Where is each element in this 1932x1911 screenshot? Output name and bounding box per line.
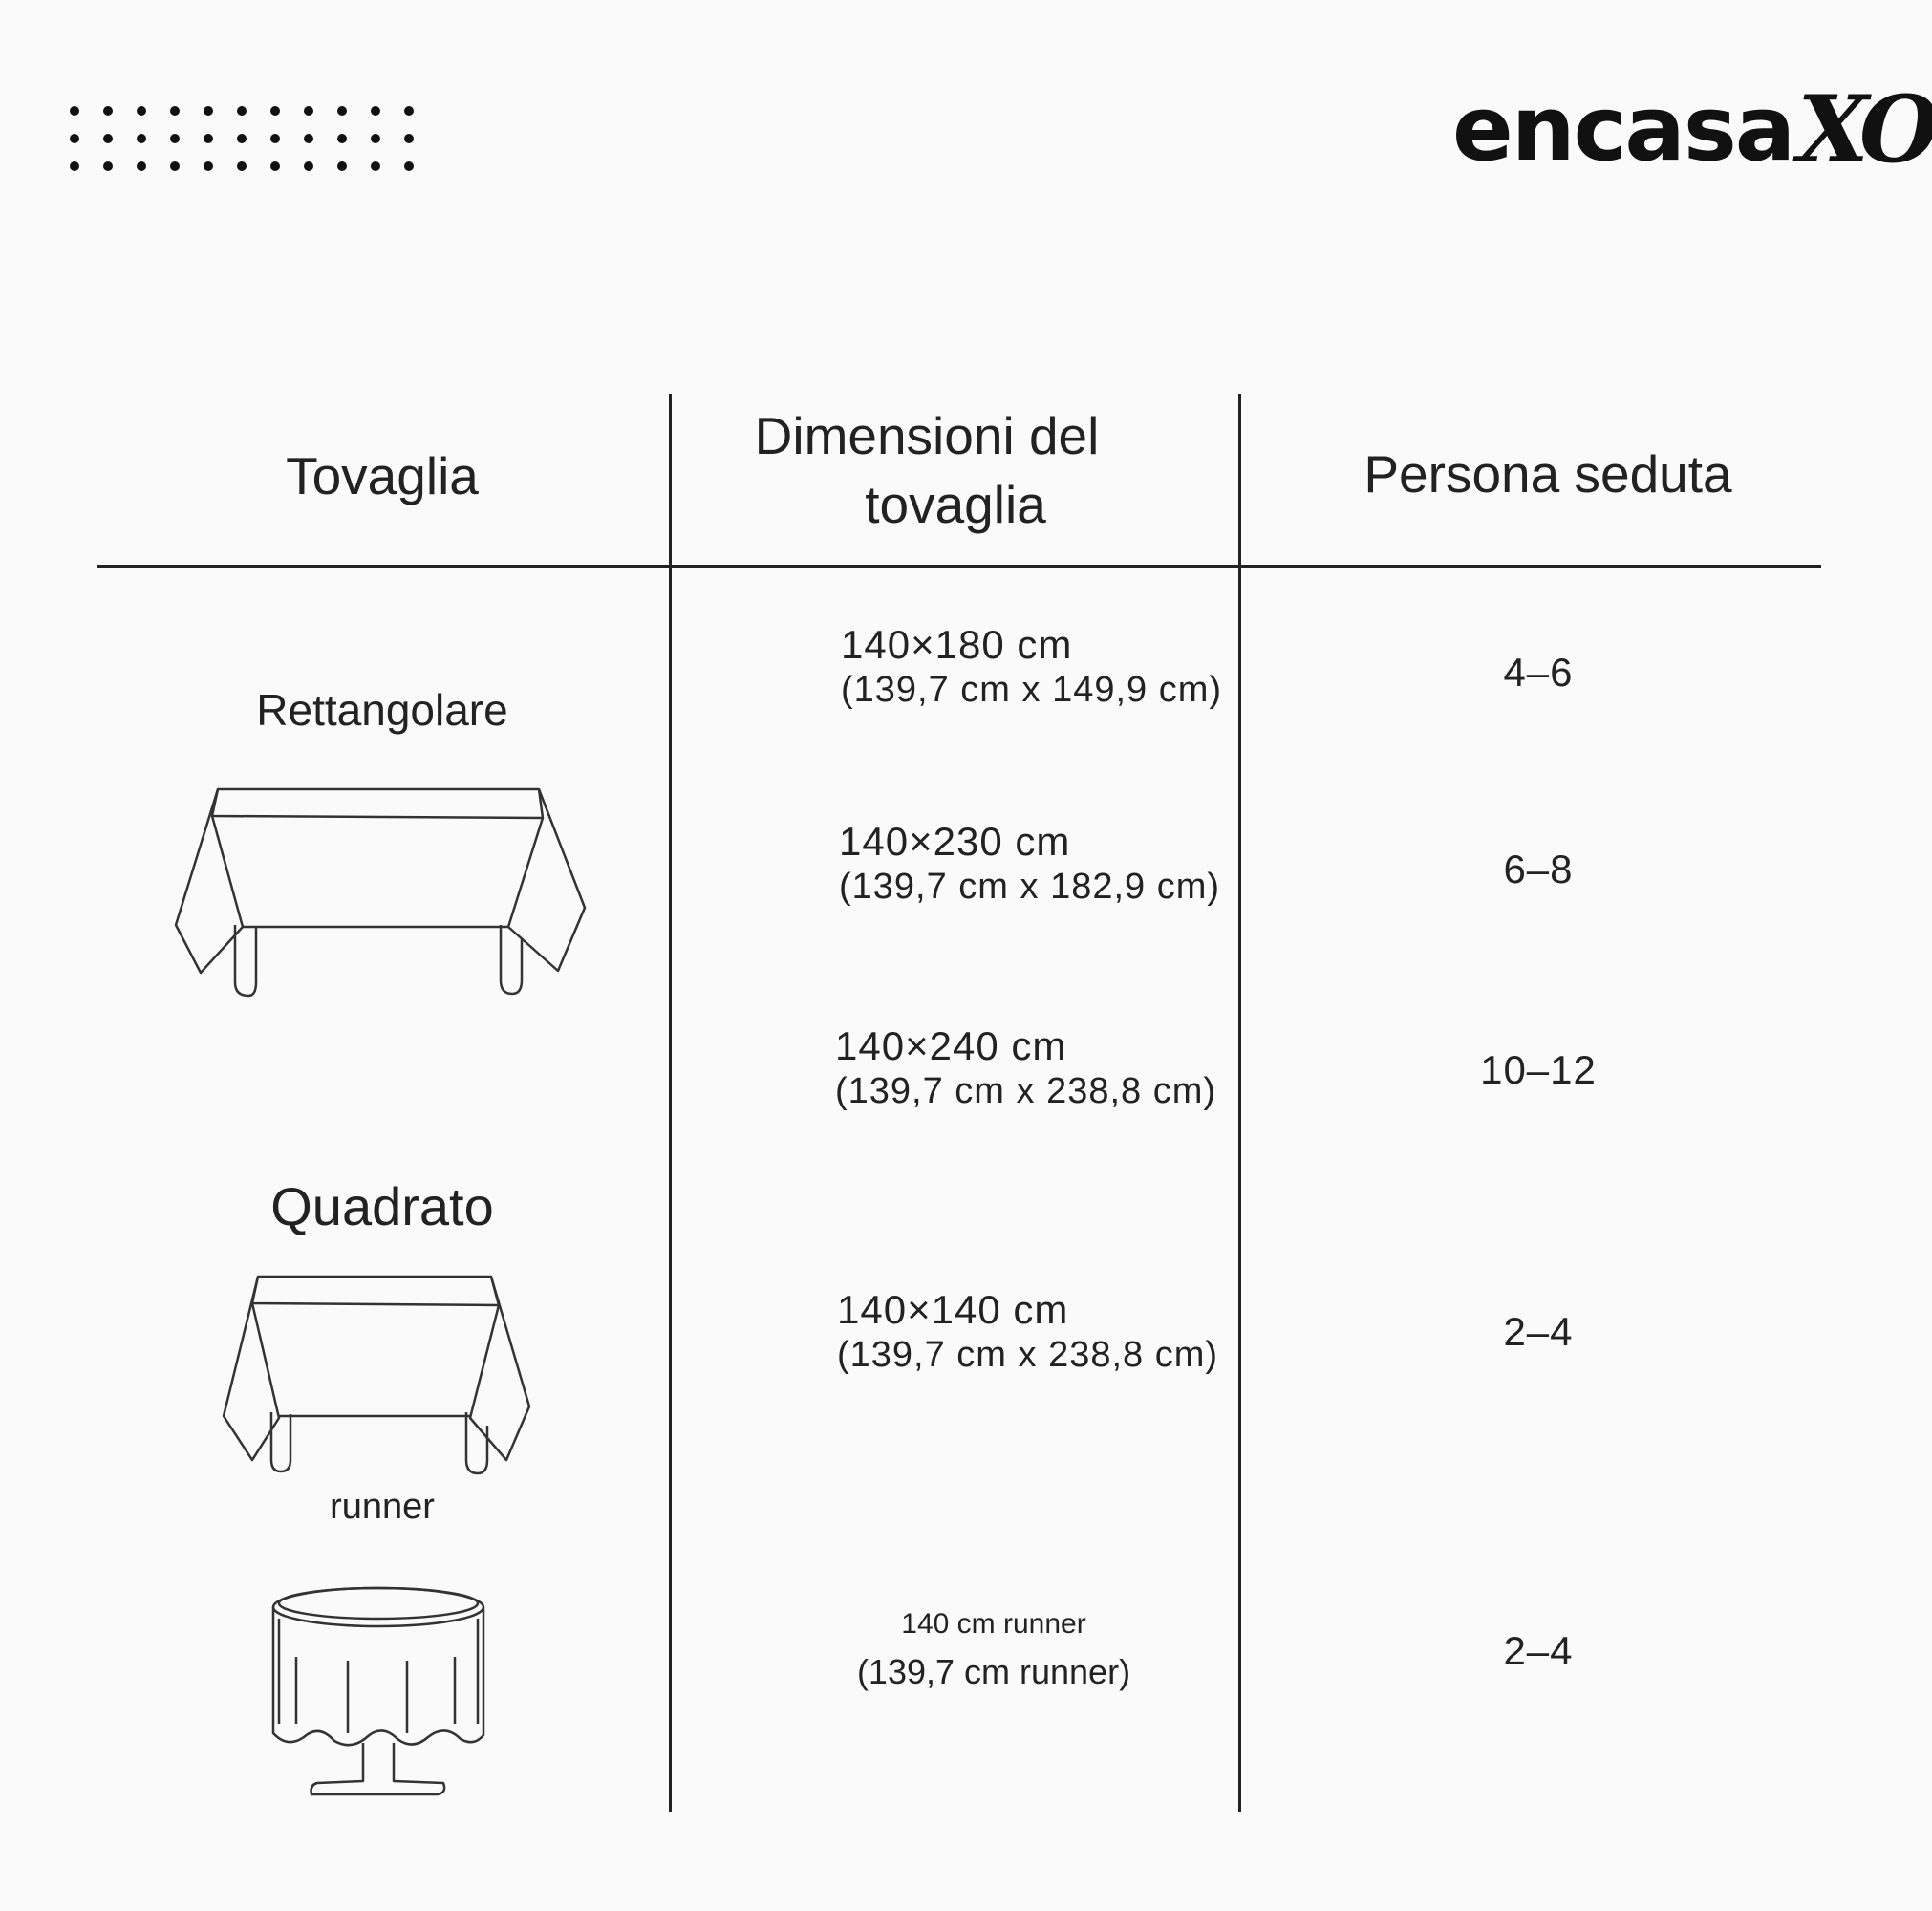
- header-dimensioni-line1: Dimensioni del: [754, 406, 1100, 465]
- row-4-size: 140×140 cm: [837, 1287, 1069, 1332]
- column-divider-1: [669, 394, 672, 1812]
- row-2-inches: (139,7 cm x 182,9 cm): [839, 867, 1221, 907]
- row-3-dimensions: [835, 1024, 1216, 1114]
- row-1-seats: 4–6: [1503, 650, 1574, 695]
- row-5-size: 140 cm runner: [901, 1608, 1086, 1640]
- brand-name: encasa: [1452, 76, 1794, 182]
- brand-logo: [1452, 76, 1932, 182]
- header-tovaglia: Tovaglia: [286, 446, 479, 505]
- row-3-inches: (139,7 cm x 238,8 cm): [835, 1071, 1217, 1111]
- row-5-dimensions: [822, 1605, 1166, 1701]
- row-2-size: 140×230 cm: [839, 819, 1071, 864]
- round-table-icon: [264, 1580, 493, 1802]
- label-rettangolare: Rettangolare: [256, 685, 508, 735]
- row-5-seats: 2–4: [1503, 1628, 1574, 1673]
- row-2-dimensions: [839, 820, 1220, 910]
- header-dimensioni-line2: tovaglia: [865, 475, 1046, 534]
- dot-grid-decoration: [67, 103, 430, 180]
- header-dimensioni: [688, 401, 1166, 539]
- header-divider: [97, 565, 1821, 568]
- row-4-seats: 2–4: [1503, 1309, 1574, 1354]
- brand-mark: XO: [1797, 75, 1932, 183]
- label-runner: runner: [330, 1487, 435, 1527]
- header-persona-seduta: Persona seduta: [1363, 444, 1732, 504]
- row-5-inches: (139,7 cm runner): [856, 1652, 1131, 1691]
- square-table-icon: [220, 1273, 535, 1473]
- row-2-seats: 6–8: [1503, 847, 1574, 891]
- row-4-dimensions: [837, 1288, 1218, 1378]
- row-3-size: 140×240 cm: [835, 1023, 1067, 1068]
- row-1-dimensions: [841, 623, 1222, 713]
- rectangular-table-icon: [168, 784, 589, 994]
- row-4-inches: (139,7 cm x 238,8 cm): [837, 1335, 1219, 1375]
- row-3-seats: 10–12: [1480, 1047, 1597, 1092]
- row-1-size: 140×180 cm: [841, 622, 1073, 667]
- column-divider-2: [1238, 394, 1241, 1812]
- row-1-inches: (139,7 cm x 149,9 cm): [841, 670, 1223, 710]
- label-quadrato: Quadrato: [270, 1176, 494, 1236]
